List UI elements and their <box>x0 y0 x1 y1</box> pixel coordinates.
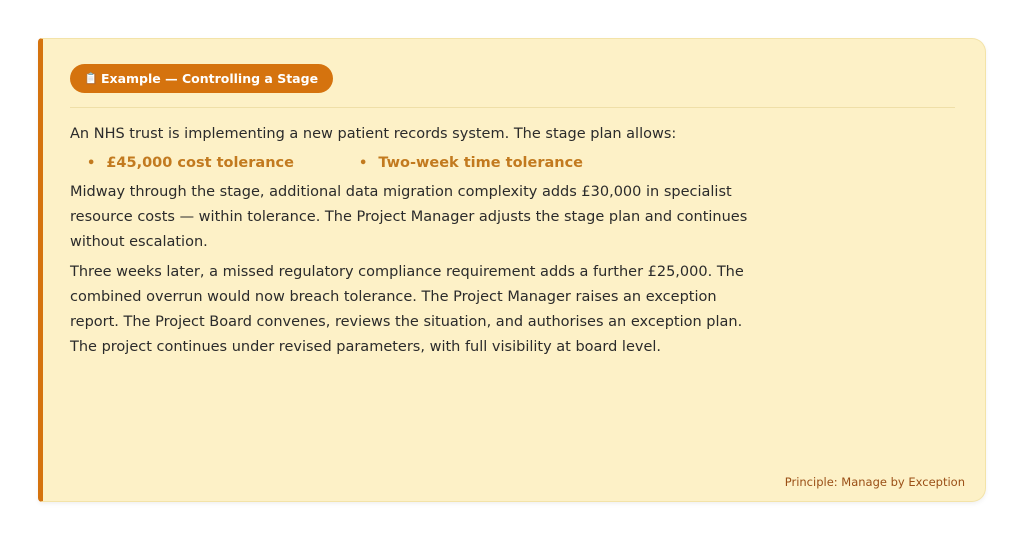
tolerance-item-time <box>359 151 583 176</box>
paragraph-breach: Three weeks later, a missed regulatory compliance requirement adds a further £25,000. The combined overrun would now breach tolerance. The Project Manager raises an exception report. The Project Board convenes, reviews the situation, and authorises an exception plan. The project continues under revised parameters, with full visibility at board level. <box>70 264 744 355</box>
header-divider <box>70 107 955 108</box>
example-body <box>70 122 770 365</box>
intro-text: An NHS trust is implementing a new patient records system. The stage plan allows: <box>70 126 677 142</box>
bullet-icon: • <box>87 156 96 171</box>
clipboard-icon: 📋 <box>84 72 98 85</box>
badge-label: Example — Controlling a Stage <box>101 71 319 86</box>
paragraph-midway: Midway through the stage, additional data migration complexity adds £30,000 in specialist resource costs — within tolerance. The Project Manager adjusts the stage plan and continues without escalation. <box>70 184 748 250</box>
bullet-icon: • <box>359 156 368 171</box>
tolerance-label: Two-week time tolerance <box>378 155 584 171</box>
tolerance-item-cost <box>87 151 359 176</box>
tolerance-label: £45,000 cost tolerance <box>106 155 294 171</box>
example-card <box>38 38 986 502</box>
principle-label: Principle: Manage by Exception <box>784 475 965 489</box>
example-badge <box>70 64 333 93</box>
tolerance-list <box>70 151 770 176</box>
